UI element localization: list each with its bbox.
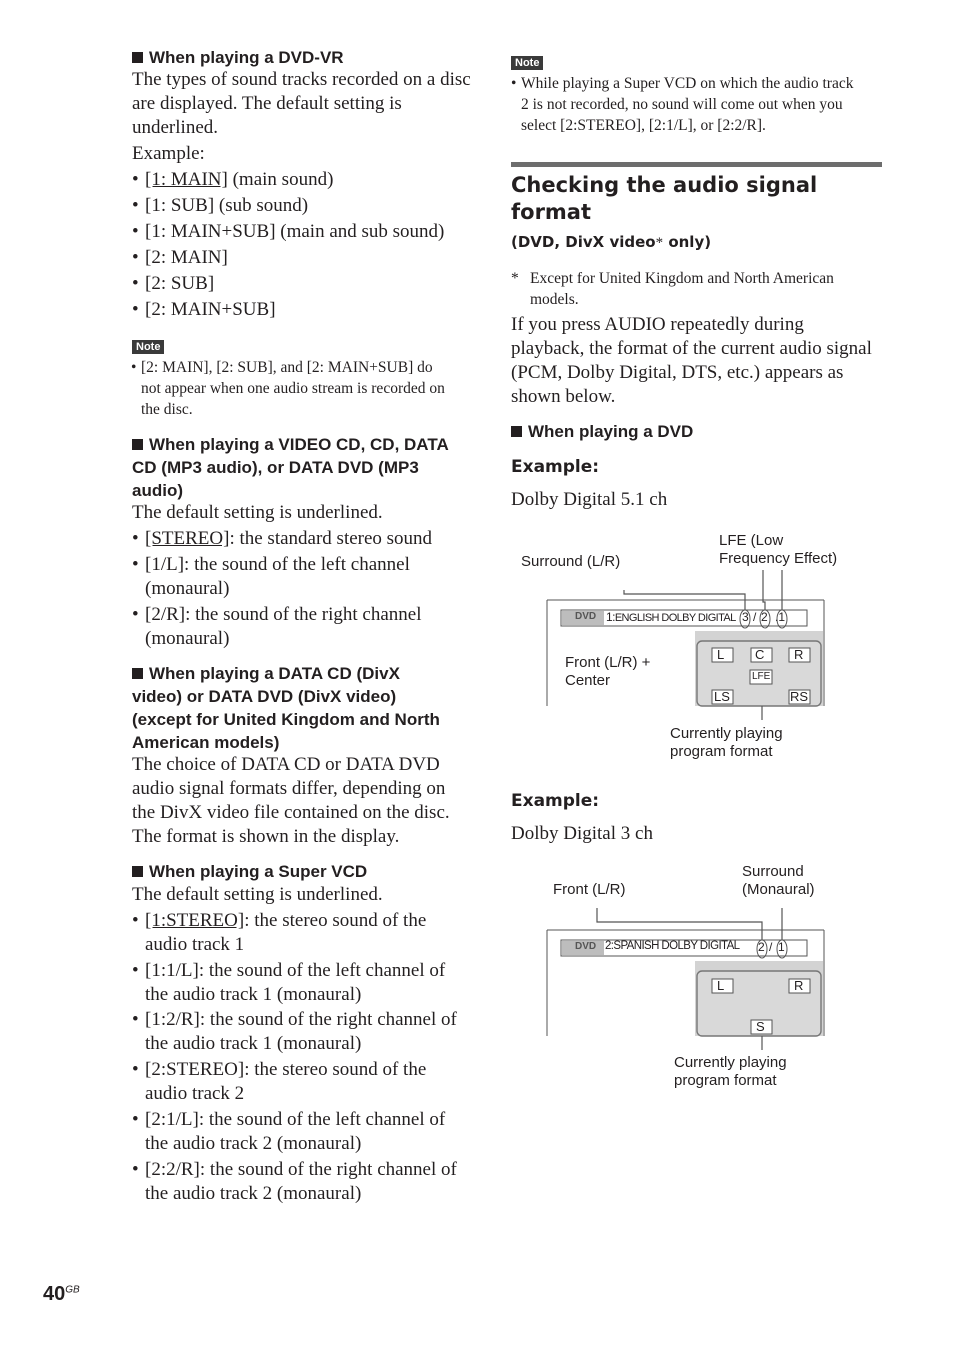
list-item: • [2: MAIN] bbox=[132, 247, 228, 268]
default-note: The default setting is underlined. bbox=[132, 502, 383, 523]
label-current-format: Currently playing program format bbox=[670, 725, 783, 760]
list-item: • [STEREO]: the standard stereo sound bbox=[132, 528, 433, 549]
divx-paragraph: The choice of DATA CD or DATA DVD audio signal formats differ, depending on the DivX video file contained on the disc. The format is shown in the display. bbox=[132, 754, 450, 847]
list-item: • [1: SUB] (sub sound) bbox=[132, 195, 309, 216]
heading-divx: When playing a DATA CD (DivX video) or DATA DVD (DivX video) (except for United Kingdom and North American models) bbox=[132, 664, 440, 752]
note-text: • While playing a Super VCD on which the audio track 2 is not recorded, no sound will come out when you select [2:STEREO], [2:1/L], or [2:2/R]. bbox=[511, 75, 854, 134]
section-rule bbox=[511, 162, 882, 167]
heading-dvd-vr: When playing a DVD-VR bbox=[132, 46, 344, 69]
channel-R: R bbox=[794, 978, 804, 993]
display-num-surround: 2 bbox=[761, 610, 768, 624]
channel-S: S bbox=[756, 1019, 765, 1034]
intro-paragraph: If you press AUDIO repeatedly during playback, the format of the current audio signal (PCM, Dolby Digital, DTS, etc.) appears as shown below. bbox=[511, 314, 872, 407]
display-sep: / bbox=[769, 940, 773, 954]
list-item: • [1:1/L]: the sound of the left channel of the audio track 1 (monaural) bbox=[132, 960, 446, 1005]
list-item: • [2/R]: the sound of the right channel (monaural) bbox=[132, 604, 422, 649]
label-surround-mono: Surround (Monaural) bbox=[742, 863, 815, 898]
list-item: • [1: MAIN] (main sound) bbox=[132, 169, 334, 190]
display-num-surround: 1 bbox=[778, 940, 785, 954]
display-num-lfe: .1 bbox=[775, 610, 786, 624]
label-lfe: LFE (Low Frequency Effect) bbox=[719, 532, 838, 567]
dvdvr-paragraph: The types of sound tracks recorded on a disc are displayed. The default setting is underlined. bbox=[132, 69, 471, 138]
heading-super-vcd: When playing a Super VCD bbox=[132, 860, 367, 883]
heading-video-cd: When playing a VIDEO CD, CD, DATA CD (MP3 audio), or DATA DVD (MP3 audio) bbox=[132, 435, 449, 500]
example-label: Example: bbox=[511, 791, 600, 811]
page-number: $40^{GB}$ bbox=[43, 1283, 80, 1305]
display-text: 1:ENGLISH DOLBY DIGITAL bbox=[606, 610, 736, 624]
note-text: • [2: MAIN], [2: SUB], and [2: MAIN+SUB] do not appear when one audio stream is recorded on the disc. bbox=[131, 359, 445, 418]
channel-RS: RS bbox=[790, 689, 809, 704]
display-num-front: 3 bbox=[742, 610, 749, 624]
list-item: • [1/L]: the sound of the left channel (monaural) bbox=[132, 554, 410, 599]
footnote: * Except for United Kingdom and North American models. bbox=[511, 270, 834, 308]
section-title: Checking the audio signal format bbox=[511, 173, 818, 224]
display-text: 2:SPANISH DOLBY DIGITAL bbox=[605, 940, 740, 952]
label-front: Front (L/R) bbox=[553, 881, 626, 898]
note-badge: Note bbox=[132, 340, 164, 354]
display-sep: / bbox=[753, 610, 757, 624]
section-subtitle: (DVD, DivX video* only) bbox=[511, 233, 712, 251]
list-item: • [2: SUB] bbox=[132, 273, 215, 294]
label-current-format: Currently playing program format bbox=[674, 1054, 787, 1089]
list-item: • [2: MAIN+SUB] bbox=[132, 299, 276, 320]
label-surround: Surround (L/R) bbox=[521, 553, 621, 570]
example-caption: Dolby Digital 5.1 ch bbox=[511, 489, 668, 510]
list-item: • [2:1/L]: the sound of the left channel of the audio track 2 (monaural) bbox=[132, 1109, 446, 1154]
channel-R: R bbox=[794, 647, 804, 662]
channel-L: L bbox=[717, 647, 725, 662]
display-num-front: 2 bbox=[758, 940, 765, 954]
list-item: • [1:STEREO]: the stereo sound of the audio track 1 bbox=[132, 910, 427, 955]
channel-L: L bbox=[717, 978, 725, 993]
default-note: The default setting is underlined. bbox=[132, 884, 383, 905]
example-caption: Dolby Digital 3 ch bbox=[511, 823, 653, 844]
channel-C: C bbox=[755, 647, 765, 662]
note-badge: Note bbox=[511, 56, 543, 70]
list-item: • [1: MAIN+SUB] (main and sub sound) bbox=[132, 221, 445, 242]
example-label: Example: bbox=[511, 457, 600, 477]
list-item: • [2:STEREO]: the stereo sound of the audio track 2 bbox=[132, 1059, 427, 1104]
disc-icon: DVD bbox=[575, 941, 597, 952]
heading-dvd: When playing a DVD bbox=[511, 420, 693, 443]
disc-icon: DVD bbox=[575, 611, 597, 622]
diagram-dolby-3 bbox=[540, 900, 840, 1050]
list-item: • [2:2/R]: the sound of the right channel of the audio track 2 (monaural) bbox=[132, 1159, 457, 1204]
channel-LS: LS bbox=[714, 689, 730, 704]
channel-LFE: LFE bbox=[752, 671, 771, 682]
list-item: • [1:2/R]: the sound of the right channel of the audio track 1 (monaural) bbox=[132, 1009, 457, 1054]
label-front-center: Front (L/R) + Center bbox=[565, 654, 651, 689]
example-label: Example: bbox=[132, 143, 205, 164]
